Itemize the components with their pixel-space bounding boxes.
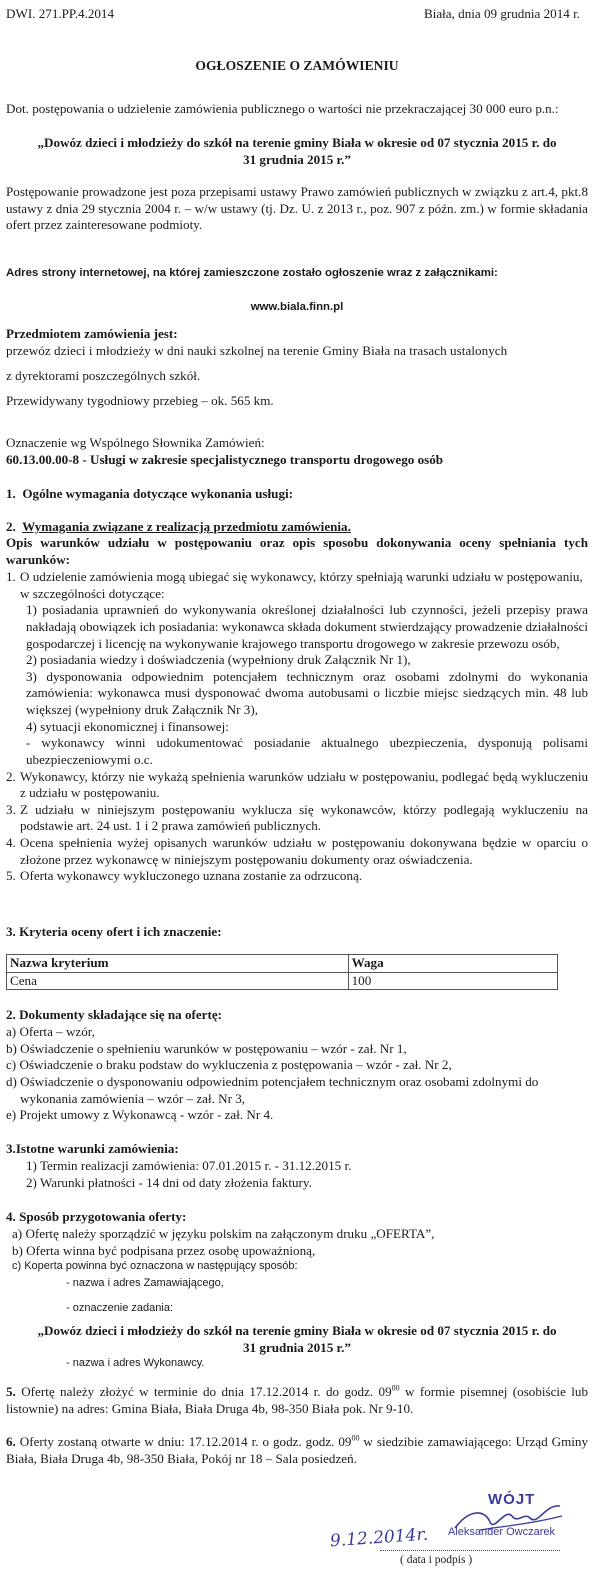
section-4-c1: - nazwa i adres Zamawiającego, — [66, 1277, 224, 1289]
table-cell: 100 — [348, 972, 557, 990]
condition-item: 2) posiadania wiedzy i doświadczenia (wypełniony druk Załącznik Nr 1), — [26, 652, 411, 668]
table-row — [7, 972, 558, 990]
document-header — [6, 6, 588, 23]
list-item: 4. Ocena spełnienia wyżej opisanych warunków udziału w postępowaniu dokonywana będzie w oparciu o złożone przez wykonawcę w niniejszym postępowaniu dokumenty oraz oświadczenia. — [6, 835, 588, 867]
section-4-heading: 4. Sposób przygotowania oferty: — [6, 1209, 187, 1224]
intro-text: Dot. postępowania o udzielenie zamówienia publicznego o wartości nie przekraczającej 30 000 euro p.n.: — [6, 101, 559, 116]
signature-block — [330, 1490, 580, 1570]
list-item: b) Oświadczenie o spełnieniu warunków w postępowaniu – wzór - zał. Nr 1, — [6, 1040, 407, 1056]
condition-item: 1) posiadania uprawnień do wykonywania określonej działalności lub czynności, jeżeli przepisy prawa nakładają obowiązek ich posiadania: wykonawca składa dokument stwierdzający prowadzenie działalności gospodarczej i licencję na wykonywanie krajowego transportu drogowego w zakresie przewozu osób, — [26, 602, 588, 651]
section-4-c: c) Koperta powinna być oznaczona w następujący sposób: — [12, 1260, 298, 1272]
stamp-title: WÓJT — [488, 1491, 536, 1508]
documents-heading: 2. Dokumenty składające się na ofertę: — [6, 1007, 223, 1022]
list-item: a) Oferta – wzór, — [6, 1024, 95, 1039]
section-6: 6. Oferty zostaną otwarte w dniu: 17.12.2014 r. o godz. godz. $09^{00}$ w siedzibie zamawiającego: Urząd Gminy Biała, Biała Druga 4b, 98-350 Biała, Pokój nr 18 – Sala posiedzeń. — [6, 1433, 588, 1466]
website-label: Adres strony internetowej, na której zamieszczone zostało ogłoszenie wraz z załącznikami: — [6, 267, 498, 279]
legal-basis: Postępowanie prowadzone jest poza przepisami ustawy Prawo zamówień publicznych w związku z art.4, pkt.8 ustawy z dnia 29 stycznia 2004 r. – w/w ustawy (tj. Dz. U. z 2013 r., poz. 907 z późn. zm.) w formie składania ofert przez zainteresowane podmioty. — [6, 184, 588, 233]
list-item: 5. Oferta wykonawcy wykluczonego uznana zostanie za odrzuconą. — [6, 868, 363, 884]
website-url[interactable]: www.biala.finn.pl — [250, 301, 344, 313]
list-item: 1) Termin realizacji zamówienia: 07.01.2015 r. - 31.12.2015 r. — [26, 1158, 352, 1173]
list-item: e) Projekt umowy z Wykonawcą - wzór - zał. Nr 4. — [6, 1107, 274, 1123]
documents-list — [6, 1024, 588, 1124]
stamp-name: Aleksander Owczarek — [448, 1526, 555, 1538]
document-title: OGŁOSZENIE O ZAMÓWIENIU — [195, 58, 399, 73]
section-4-b: b) Oferta winna być podpisana przez osobę upoważnioną, — [12, 1243, 316, 1258]
list-item: c) Oświadczenie o braku podstaw do wykluczenia z postępowania – wzór - zał. Nr 2, — [6, 1057, 452, 1073]
place-date: Biała, dnia 09 grudnia 2014 r. — [423, 6, 580, 21]
condition-item: 3) dysponowania odpowiednim potencjałem technicznym oraz osobami zdolnymi do wykonania zamówienia: wykonawca musi dysponować dwoma autobusami o liczbie miejsc siedzących min. 48 lub większej (wypełniony druk Załącznik Nr 3), — [26, 668, 588, 717]
list-item: d) Oświadczenie o dysponowaniu odpowiednim potencjałem technicznym oraz osobami zdolnymi do wykonania zamówienia – wzór – zał. Nr 3, — [6, 1073, 539, 1106]
section-4-subject: „Dowóz dzieci i młodzieży do szkół na terenie gminy Biała w okresie od 07 stycznia 2015 r. do 31 grudnia 2015 r.” — [37, 1323, 557, 1355]
table-header-row — [7, 955, 558, 973]
cpv-label: Oznaczenie wg Wspólnego Słownika Zamówień: — [6, 435, 265, 450]
list-item: 1. O udzielenie zamówienia mogą ubiegać się wykonawcy, którzy spełniają warunki udziału w postępowaniu, w szczególności dotyczące: — [6, 569, 583, 601]
section-2-heading: 2. Wymagania związane z realizacją przedmiotu zamówienia. — [6, 519, 351, 534]
table-header: Waga — [348, 955, 557, 973]
subject-heading: Przedmiotem zamówienia jest: — [6, 326, 178, 341]
condition-item: - wykonawcy winni udokumentować posiadanie aktualnego ubezpieczenia, dysponują polisami ubezpieczeniowymi o.c. — [26, 735, 588, 767]
table-header: Nazwa kryterium — [7, 955, 349, 973]
cpv-code: 60.13.00.00-8 - Usługi w zakresie specjalistycznego transportu drogowego osób — [6, 452, 444, 467]
criteria-table — [6, 954, 558, 990]
list-item: 3. Z udziału w niniejszym postępowaniu wyklucza się wykonawców, którzy podlegają wykluczeniu na podstawie art. 24 ust. 1 i 2 prawa zamówień publicznych. — [6, 801, 588, 834]
criteria-heading: 3. Kryteria oceny ofert i ich znaczenie: — [6, 924, 222, 939]
table-cell: Cena — [7, 972, 349, 990]
section-4-c3: - nazwa i adres Wykonawcy. — [66, 1357, 205, 1369]
reference-number: DWI. 271.PP.4.2014 — [6, 6, 115, 21]
list-item: 2) Warunki płatności - 14 dni od daty złożenia faktury. — [26, 1174, 312, 1190]
signature-caption: ( data i podpis ) — [400, 1554, 473, 1566]
condition-item: 4) sytuacji ekonomicznej i finansowej: — [26, 718, 229, 734]
section-1-heading: 1. Ogólne wymagania dotyczące wykonania usługi: — [6, 486, 293, 501]
section-4-c2: - oznaczenie zadania: — [66, 1302, 174, 1314]
subject-text-1: przewóz dzieci i młodzieży w dni nauki szkolnej na terenie Gminy Biała na trasach ustalonych — [6, 343, 508, 358]
subject-text-2: z dyrektorami poszczególnych szkół. — [6, 368, 201, 383]
section-4-a: a) Ofertę należy sporządzić w języku polskim na załączonym druku „OFERTA”, — [12, 1226, 435, 1241]
terms-list — [6, 1158, 588, 1191]
conditions-list — [6, 569, 588, 885]
section-5: 5. Ofertę należy złożyć w terminie do dnia 17.12.2014 r. do godz. $09^{00}$ w formie pisemnej (osobiście lub listownie) na adres: Gmina Biała, Biała Druga 4b, 98-350 Biała pok. Nr 9-10. — [6, 1383, 588, 1416]
intro-subject: „Dowóz dzieci i młodzieży do szkół na terenie gminy Biała w okresie od 07 stycznia 2015 r. do 31 grudnia 2015 r.” — [37, 135, 557, 167]
weekly-mileage: Przewidywany tygodniowy przebieg – ok. 565 km. — [6, 393, 274, 408]
terms-heading: 3.Istotne warunki zamówienia: — [6, 1141, 179, 1156]
section-2-subtitle: Opis warunków udziału w postępowaniu oraz opis sposobu dokonywania oceny spełniania tych warunków: — [6, 535, 588, 567]
list-item: 2. Wykonawcy, którzy nie wykażą spełnienia warunków udziału w postępowaniu, podlegać będą wykluczeniu z udziału w postępowaniu. — [6, 768, 588, 801]
handwritten-date: 9.12.2014r. — [329, 1524, 429, 1552]
signature-line — [380, 1550, 560, 1551]
